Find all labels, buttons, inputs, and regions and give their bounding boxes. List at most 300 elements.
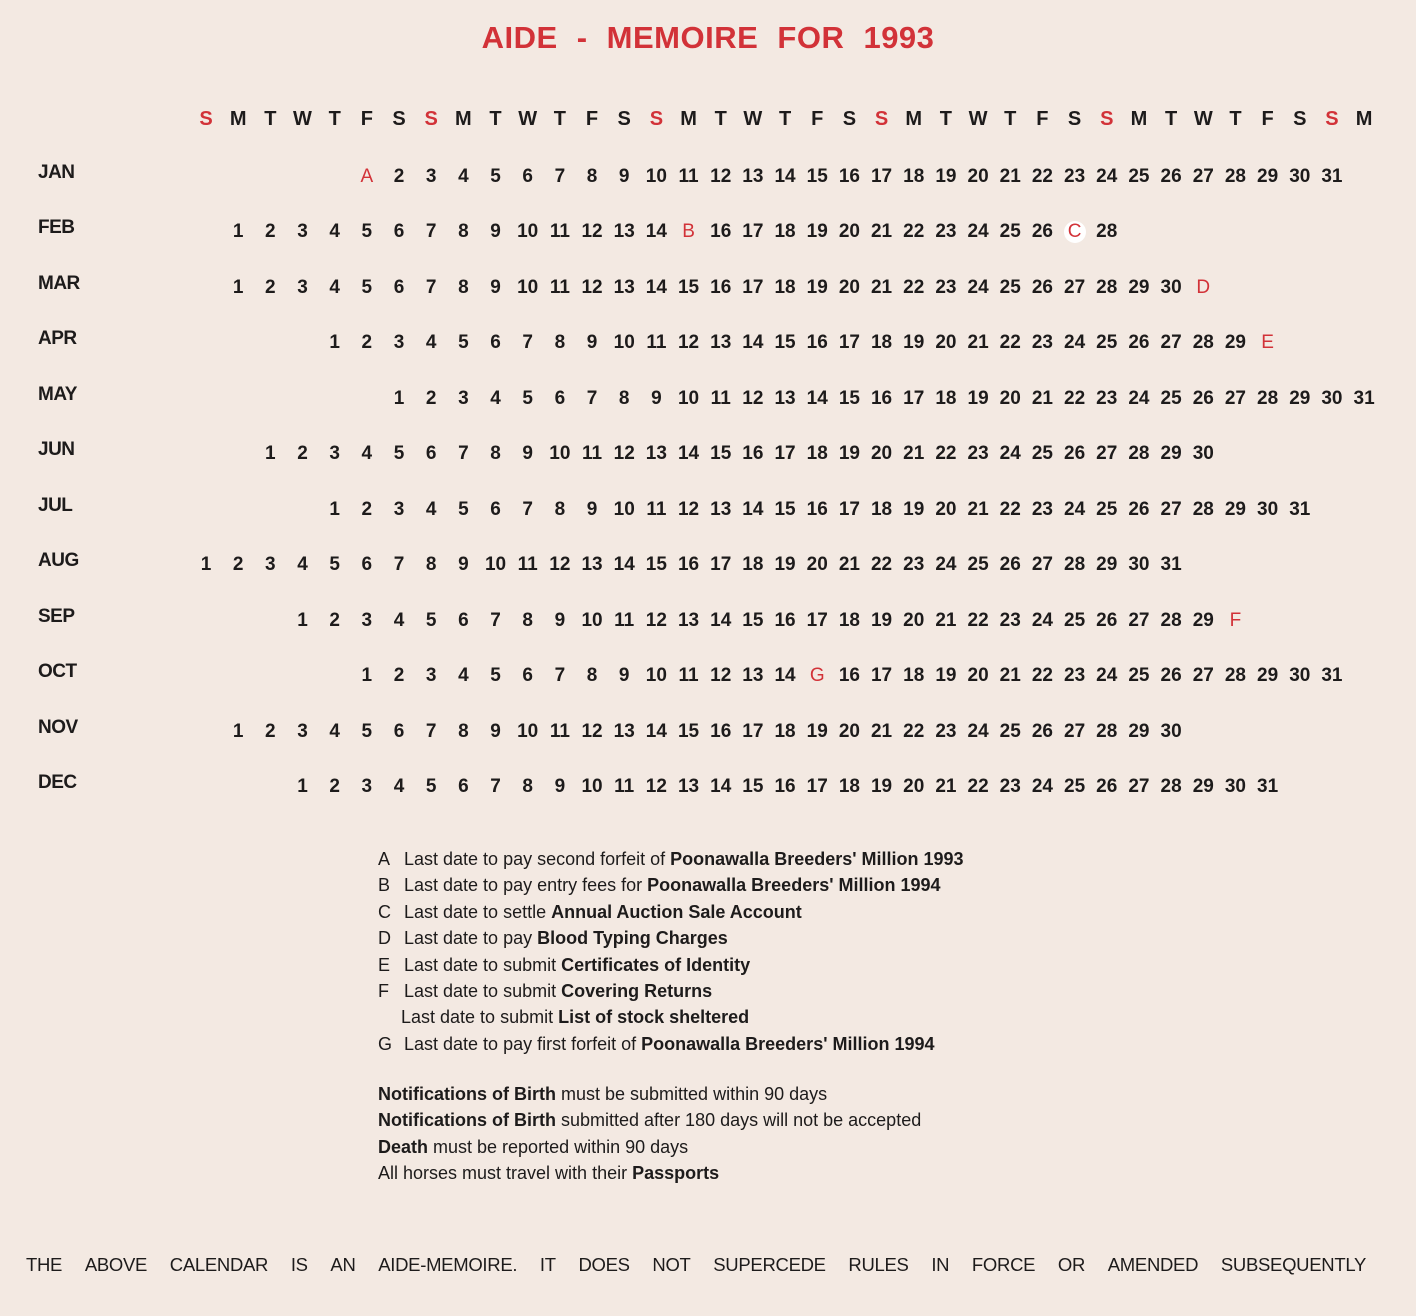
day-cell: 11 [614,609,635,631]
day-cell: 25 [1096,332,1118,354]
weekday-header-cell: M [229,108,247,130]
day-cell: 20 [806,554,828,576]
day-cell: 10 [613,498,635,520]
day-cell: 10 [581,775,603,797]
day-cell: 15 [806,166,828,187]
day-cell: 6 [458,775,469,797]
day-cell: 30 [1192,443,1214,465]
day-cell: 19 [903,498,925,520]
day-cell: 13 [581,554,603,576]
day-cell: 26 [1064,443,1086,465]
day-cell: 25 [1031,443,1053,465]
day-cell: 27 [1096,443,1118,465]
day-cell: 2 [297,443,308,465]
day-cell: 17 [710,554,732,576]
day-cell: 2 [361,498,373,520]
day-cell: 20 [935,332,957,354]
day-cell: 30 [1160,276,1182,298]
day-cell: 29 [1192,609,1214,631]
weekday-header-cell: W [518,108,538,130]
day-cell: 4 [329,720,340,742]
legend-text: Last date to submit [401,1007,559,1028]
legend-item [378,1004,964,1030]
day-cell: 21 [935,775,957,797]
day-cell: 1 [297,609,308,631]
day-cell: 23 [999,775,1021,797]
day-cell: 16 [838,665,860,687]
day-cell: 21 [838,554,860,576]
day-cell: 3 [297,221,308,243]
day-cell: 16 [774,775,796,797]
weekday-header-cell: S [392,108,406,130]
day-cell: 30 [1289,665,1311,687]
legend-text: Last date to pay first forfeit of [404,1033,642,1054]
day-cell: 29 [1128,276,1150,298]
note-line: All horses must travel with their Passports [378,1163,720,1184]
day-cell: 26 [1031,720,1053,742]
day-cell: 22 [1064,387,1086,409]
month-label: APR [38,328,77,350]
day-cell: 3 [297,720,308,742]
day-cell: 20 [870,443,893,465]
weekday-header-cell: F [360,108,373,130]
deadline-marker: C [1060,221,1090,243]
day-cell: 8 [458,720,469,742]
deadline-marker: E [1261,332,1274,354]
day-cell: 23 [935,720,957,742]
day-cell: 24 [1031,775,1053,797]
day-cell: 18 [774,276,796,298]
day-cell: 11 [517,554,538,576]
day-cell: 14 [710,609,732,631]
day-cell: 12 [710,166,732,187]
weekday-header-cell: T [778,108,792,130]
day-cell: 18 [903,665,925,687]
day-cell: 31 [1321,166,1343,187]
day-cell: 16 [710,276,732,298]
day-cell: 10 [517,221,539,243]
day-cell: 27 [1064,720,1086,742]
day-cell: 6 [490,498,501,520]
weekday-header-cell: M [455,108,472,130]
weekday-header-cell: S [1067,108,1082,130]
day-cell: 28 [1096,720,1118,742]
day-cell: 23 [1064,665,1086,687]
day-cell: 7 [425,276,437,298]
day-cell: 1 [265,443,276,465]
day-cell: 25 [1096,498,1118,520]
day-cell: 24 [1128,387,1150,409]
day-cell: 8 [554,332,566,354]
legend-text: Last date to submit [404,954,562,975]
day-cell: 10 [645,166,667,187]
day-cell: 7 [425,221,437,243]
day-cell: 2 [265,720,276,742]
day-cell: 28 [1096,221,1118,243]
weekday-header-cell: S [199,108,213,130]
day-cell: 19 [935,665,957,687]
weekday-header-cell: S [874,108,889,130]
footer-word: ABOVE [84,1254,148,1275]
day-cell: 13 [613,276,635,298]
day-cell: 23 [1096,387,1118,409]
weekday-header-cell: S [842,108,857,130]
day-cell: 21 [1031,387,1053,409]
day-cell: 18 [774,221,796,243]
weekday-header-cell: T [939,108,953,130]
day-cell: 11 [710,387,731,409]
day-cell: 3 [265,554,276,576]
footer-word: AMENDED [1107,1254,1199,1275]
day-cell: 27 [1128,775,1150,797]
day-cell: 25 [1128,166,1150,187]
note-line: Notifications of Birth must be submitted within 90 days [378,1084,828,1104]
month-label: MAR [38,272,80,294]
day-cell: 28 [1192,498,1214,520]
day-cell: 14 [774,665,796,687]
day-cell: 29 [1224,498,1246,520]
legend-emphasis: Certificates of Identity [561,954,751,975]
footer-word: IS [290,1254,308,1275]
day-cell: 15 [710,443,732,465]
legend-emphasis: List of stock sheltered [558,1007,750,1028]
day-cell: 12 [677,498,700,520]
day-cell: 19 [870,609,893,631]
day-cell: 31 [1321,665,1343,687]
legend-emphasis: Annual Auction Sale Account [551,901,802,922]
day-cell: 17 [838,332,860,354]
day-cell: 7 [458,443,469,465]
day-cell: 29 [1224,332,1246,354]
day-cell: 4 [329,276,340,298]
notes [378,1081,921,1187]
day-cell: 31 [1257,775,1279,797]
day-cell: 16 [677,554,700,576]
day-cell: 25 [999,276,1021,298]
weekday-header-cell: T [489,108,502,130]
day-cell: 17 [903,387,925,409]
day-cell: 22 [903,221,925,243]
day-cell: 7 [522,332,533,354]
legend-text: Last date to pay entry fees for [404,875,648,896]
day-cell: 14 [677,443,700,465]
weekday-header-cell: S [1293,108,1307,130]
month-label: NOV [38,716,78,738]
day-cell: 26 [1031,276,1053,298]
day-cell: 24 [1031,609,1053,631]
day-cell: 11 [549,221,570,243]
day-cell: 17 [742,221,764,243]
day-cell: 25 [967,554,989,576]
weekday-header-cell: M [905,108,923,130]
day-cell: 20 [935,498,957,520]
legend-item [378,872,964,898]
day-cell: 9 [458,554,469,576]
day-cell: 1 [200,554,212,576]
day-cell: 25 [1160,387,1182,409]
footer-word: DOES [578,1254,630,1275]
day-cell: 19 [774,554,796,576]
day-cell: 12 [645,775,667,797]
day-cell: 27 [1192,665,1214,687]
day-cell: 26 [999,554,1021,576]
day-cell: 28 [1128,443,1150,465]
day-cell: 19 [806,221,828,243]
footer-word: SUBSEQUENTLY [1220,1254,1366,1275]
legend-emphasis: Covering Returns [561,981,713,1002]
day-cell: 2 [425,387,437,409]
day-cell: 29 [1257,166,1279,187]
day-cell: 8 [458,276,469,298]
day-cell: 25 [999,720,1021,742]
day-cell: 21 [999,665,1021,687]
day-cell: 6 [425,443,437,465]
day-cell: 4 [490,387,501,409]
page-title: AIDE - MEMOIRE FOR 1993 [481,20,935,55]
day-cell: 12 [581,276,603,298]
day-cell: 17 [742,720,764,742]
day-cell: 12 [613,443,635,465]
weekday-header-cell: S [1100,108,1114,130]
note-line: Notifications of Birth submitted after 180 days will not be accepted [378,1110,922,1131]
day-cell: 2 [393,665,405,687]
legend [378,846,964,1057]
day-cell: 4 [425,498,437,520]
day-cell: 27 [1224,387,1246,409]
day-cell: 13 [613,221,635,243]
day-cell: 21 [967,332,989,354]
day-cell: 9 [618,665,630,687]
day-cell: 1 [297,775,308,797]
legend-item [378,925,964,951]
day-cell: 14 [645,276,667,298]
day-cell: 27 [1160,498,1182,520]
day-cell: 18 [870,498,893,520]
legend-item [378,952,964,978]
weekday-header-cell: S [649,108,664,130]
day-cell: 18 [870,332,893,354]
day-cell: 22 [999,498,1021,520]
day-cell: 13 [677,775,700,797]
day-cell: 6 [522,665,533,687]
day-cell: 21 [967,498,989,520]
day-cell: 1 [361,665,373,687]
day-cell: 14 [613,554,635,576]
day-cell: 1 [329,498,340,520]
day-cell: 18 [935,387,957,409]
day-cell: 20 [838,276,860,298]
day-cell: 3 [458,387,469,409]
day-cell: 18 [838,775,860,797]
day-cell: 16 [870,387,893,409]
day-cell: 8 [458,221,469,243]
weekday-header-cell: T [1004,108,1017,130]
day-cell: 16 [838,166,860,187]
day-cell: 8 [522,609,533,631]
day-cell: 30 [1128,554,1150,576]
day-cell: 18 [742,554,764,576]
footer-word: IN [931,1254,950,1275]
day-cell: 4 [297,554,308,576]
day-cell: 6 [458,609,469,631]
day-cell: 17 [806,775,828,797]
day-cell: 3 [297,276,308,298]
day-cell: 3 [361,609,373,631]
day-cell: 28 [1192,332,1214,354]
day-cell: 11 [549,720,570,742]
day-cell: 10 [613,332,635,354]
day-cell: 30 [1289,166,1311,187]
day-cell: 9 [554,775,566,797]
day-cell: 9 [554,609,566,631]
day-cell: 20 [838,720,860,742]
legend-text: Last date to pay second forfeit of [404,849,671,869]
day-cell: 22 [870,554,893,576]
day-cell: 10 [549,443,571,465]
day-cell: 21 [903,443,925,465]
weekday-header-cell: S [1325,108,1339,130]
day-cell: 26 [1128,498,1150,520]
legend-emphasis: Poonawalla Breeders' Million 1994 [641,1033,935,1054]
legend-text: Last date to settle [404,901,552,922]
day-cell: 18 [774,720,796,742]
day-cell: 12 [549,554,571,576]
day-cell: 11 [614,775,635,797]
day-cell: 6 [361,554,373,576]
day-cell: 26 [1192,387,1214,409]
day-cell: 10 [645,665,667,687]
day-cell: 28 [1224,665,1246,687]
day-cell: 8 [490,443,501,465]
weekday-header-cell: M [1130,108,1148,130]
day-cell: 23 [1031,498,1053,520]
weekday-header-cell: M [680,108,697,130]
footer-word: CALENDAR [169,1254,269,1275]
day-cell: 5 [361,221,373,243]
day-cell: 8 [554,498,566,520]
day-cell: 9 [586,498,598,520]
day-cell: 26 [1096,775,1118,797]
footer-word: RULES [848,1254,909,1275]
day-cell: 8 [586,665,598,687]
day-cell: 4 [361,443,373,465]
day-cell: 7 [554,665,566,687]
weekday-header-cell: S [424,108,438,130]
month-label: SEP [38,605,75,627]
day-cell: 23 [935,276,957,298]
day-cell: 7 [490,775,501,797]
month-label: DEC [38,771,77,793]
day-cell: 2 [361,332,373,354]
footer-word: AIDE-MEMOIRE. [378,1254,518,1275]
day-cell: 17 [870,665,893,687]
footer-word: SUPERCEDE [713,1254,826,1275]
day-cell: 9 [490,720,501,742]
day-cell: 16 [806,332,828,354]
day-cell: 26 [1160,665,1182,687]
weekday-header-cell: F [1261,108,1274,130]
day-cell: 10 [517,720,539,742]
day-cell: 29 [1160,443,1182,465]
legend-key: E [378,954,391,975]
legend-item [378,1031,964,1057]
day-cell: 7 [586,387,598,409]
day-cell: 21 [999,166,1021,187]
day-cell: 28 [1257,387,1279,409]
day-cell: 28 [1160,609,1182,631]
footer-disclaimer [26,1254,1366,1276]
legend-item [378,899,964,925]
day-cell: 11 [678,665,699,687]
day-cell: 5 [490,166,501,187]
footer-word: FORCE [971,1254,1036,1275]
day-cell: 12 [581,221,603,243]
day-cell: 24 [967,276,989,298]
day-cell: 10 [677,387,700,409]
legend-text: Last date to submit [404,981,562,1002]
day-cell: 25 [1064,609,1086,631]
day-cell: 6 [490,332,501,354]
day-cell: 14 [645,720,667,742]
month-label: AUG [38,550,79,572]
day-cell: 22 [967,775,989,797]
day-cell: 11 [646,498,667,520]
day-cell: 16 [742,443,764,465]
legend-item [378,978,964,1004]
legend-key: B [378,875,391,896]
day-cell: 6 [393,276,405,298]
day-cell: 20 [967,166,989,187]
day-cell: 15 [677,720,700,742]
day-cell: 23 [935,221,957,243]
day-cell: 4 [393,775,405,797]
day-cell: 9 [490,221,501,243]
weekday-header-cell: F [1036,108,1049,130]
day-cell: 17 [806,609,828,631]
day-cell: 21 [870,720,893,742]
day-cell: 25 [1064,775,1086,797]
day-cell: 6 [554,387,566,409]
month-label: JUL [38,494,73,516]
day-cell: 9 [490,276,501,298]
deadline-marker: D [1196,276,1211,298]
day-cell: 21 [935,609,957,631]
day-cell: 19 [903,332,925,354]
day-cell: 19 [967,387,989,409]
day-cell: 17 [774,443,796,465]
day-cell: 5 [522,387,533,409]
day-cell: 3 [393,498,405,520]
footer-word: IT [539,1254,556,1275]
legend-text: Last date to pay [404,928,538,949]
day-cell: 24 [967,720,989,742]
footer-word: OR [1057,1254,1086,1275]
weekday-header-cell: F [811,108,824,130]
day-cell: 9 [651,387,662,409]
day-cell: 18 [838,609,860,631]
weekday-header-cell: T [714,108,727,130]
day-cell: 19 [838,443,860,465]
day-cell: 27 [1128,609,1150,631]
day-cell: 13 [742,665,764,687]
day-cell: 25 [1128,665,1150,687]
day-cell: 27 [1160,332,1182,354]
day-cell: 19 [935,166,957,187]
day-cell: 29 [1257,665,1279,687]
day-cell: 1 [232,720,244,742]
legend-emphasis: Blood Typing Charges [537,928,728,949]
day-cell: 12 [645,609,667,631]
